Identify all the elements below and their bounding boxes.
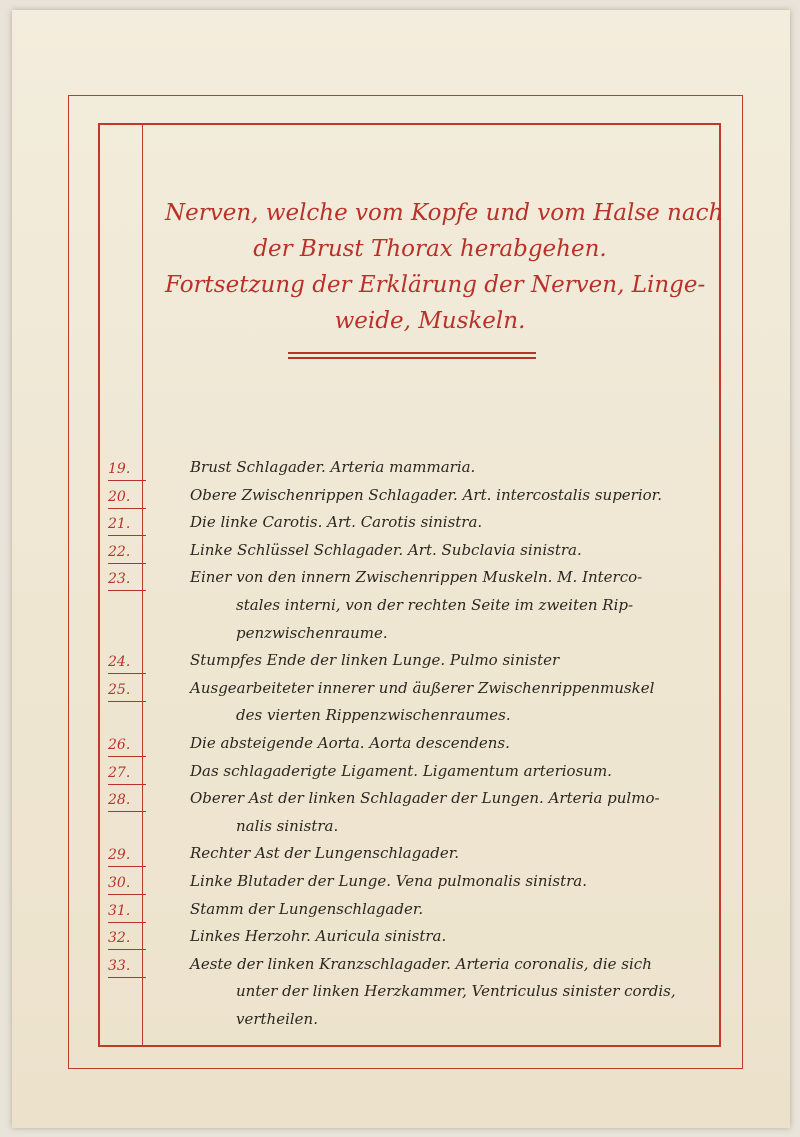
entry-text: Das schlagaderigte Ligament. Ligamentum arteriosum. bbox=[190, 761, 612, 780]
entry-number: 26. bbox=[108, 734, 148, 756]
entry-number: 32. bbox=[108, 927, 148, 949]
entry-text: Rechter Ast der Lungenschlagader. bbox=[190, 844, 460, 863]
entry-number: 33. bbox=[108, 955, 148, 977]
entry-text: des vierten Rippenzwischenraumes. bbox=[236, 706, 511, 725]
entry-text: Linkes Herzohr. Auricula sinistra. bbox=[190, 927, 447, 946]
entry-text: penzwischenraume. bbox=[236, 623, 388, 642]
title-line-2: der Brust Thorax herabgehen. bbox=[253, 236, 607, 262]
title-line-1: Nerven, welche vom Kopfe und vom Halse nach bbox=[165, 200, 724, 226]
title-underline-2 bbox=[288, 357, 536, 359]
entry-number: 31. bbox=[108, 900, 148, 922]
entry-text: Stamm der Lungenschlagader. bbox=[190, 899, 424, 918]
entry-text: nalis sinistra. bbox=[236, 816, 339, 835]
entry-text: vertheilen. bbox=[236, 1010, 318, 1028]
title-line-4: weide, Muskeln. bbox=[334, 308, 526, 334]
entry-number: 21. bbox=[108, 513, 148, 535]
entry-number: 20. bbox=[108, 486, 148, 508]
entry-number: 29. bbox=[108, 844, 148, 866]
title-underline-1 bbox=[288, 352, 536, 354]
entry-number: 27. bbox=[108, 762, 148, 784]
entry-text: Aeste der linken Kranzschlagader. Arteria coronalis, die sich bbox=[190, 954, 652, 973]
entry-text: Ausgearbeiteter innerer und äußerer Zwischenrippenmuskel bbox=[190, 678, 655, 697]
entry-number: 24. bbox=[108, 651, 148, 673]
entry-text: Linke Schlüssel Schlagader. Art. Subclavia sinistra. bbox=[190, 540, 582, 559]
page-title bbox=[165, 195, 724, 339]
title-line-3: Fortsetzung der Erklärung der Nerven, Linge- bbox=[165, 272, 706, 298]
entry-number: 28. bbox=[108, 789, 148, 811]
entry-text: Brust Schlagader. Arteria mammaria. bbox=[190, 458, 476, 476]
entry-number: 25. bbox=[108, 679, 148, 701]
entry-text: Die linke Carotis. Art. Carotis sinistra. bbox=[190, 513, 483, 532]
entry-text: Obere Zwischenrippen Schlagader. Art. intercostalis superior. bbox=[190, 485, 662, 504]
entry-text: Stumpfes Ende der linken Lunge. Pulmo sinister bbox=[190, 651, 560, 670]
entry-number: 30. bbox=[108, 872, 148, 894]
entry-number: 19. bbox=[108, 458, 148, 480]
entry-number: 23. bbox=[108, 568, 148, 590]
entry-text: Einer von den innern Zwischenrippen Muskeln. M. Interco- bbox=[190, 568, 643, 587]
entry-number: 22. bbox=[108, 541, 148, 563]
entry-text: stales interni, von der rechten Seite im zweiten Rip- bbox=[236, 596, 634, 614]
entry-text: Oberer Ast der linken Schlagader der Lungen. Arteria pulmo- bbox=[190, 789, 660, 808]
entry-text: Die absteigende Aorta. Aorta descendens. bbox=[190, 734, 510, 752]
entry-text: unter der linken Herzkammer, Ventriculus sinister cordis, bbox=[236, 982, 676, 1001]
entry-text: Linke Blutader der Lunge. Vena pulmonalis sinistra. bbox=[190, 872, 587, 890]
